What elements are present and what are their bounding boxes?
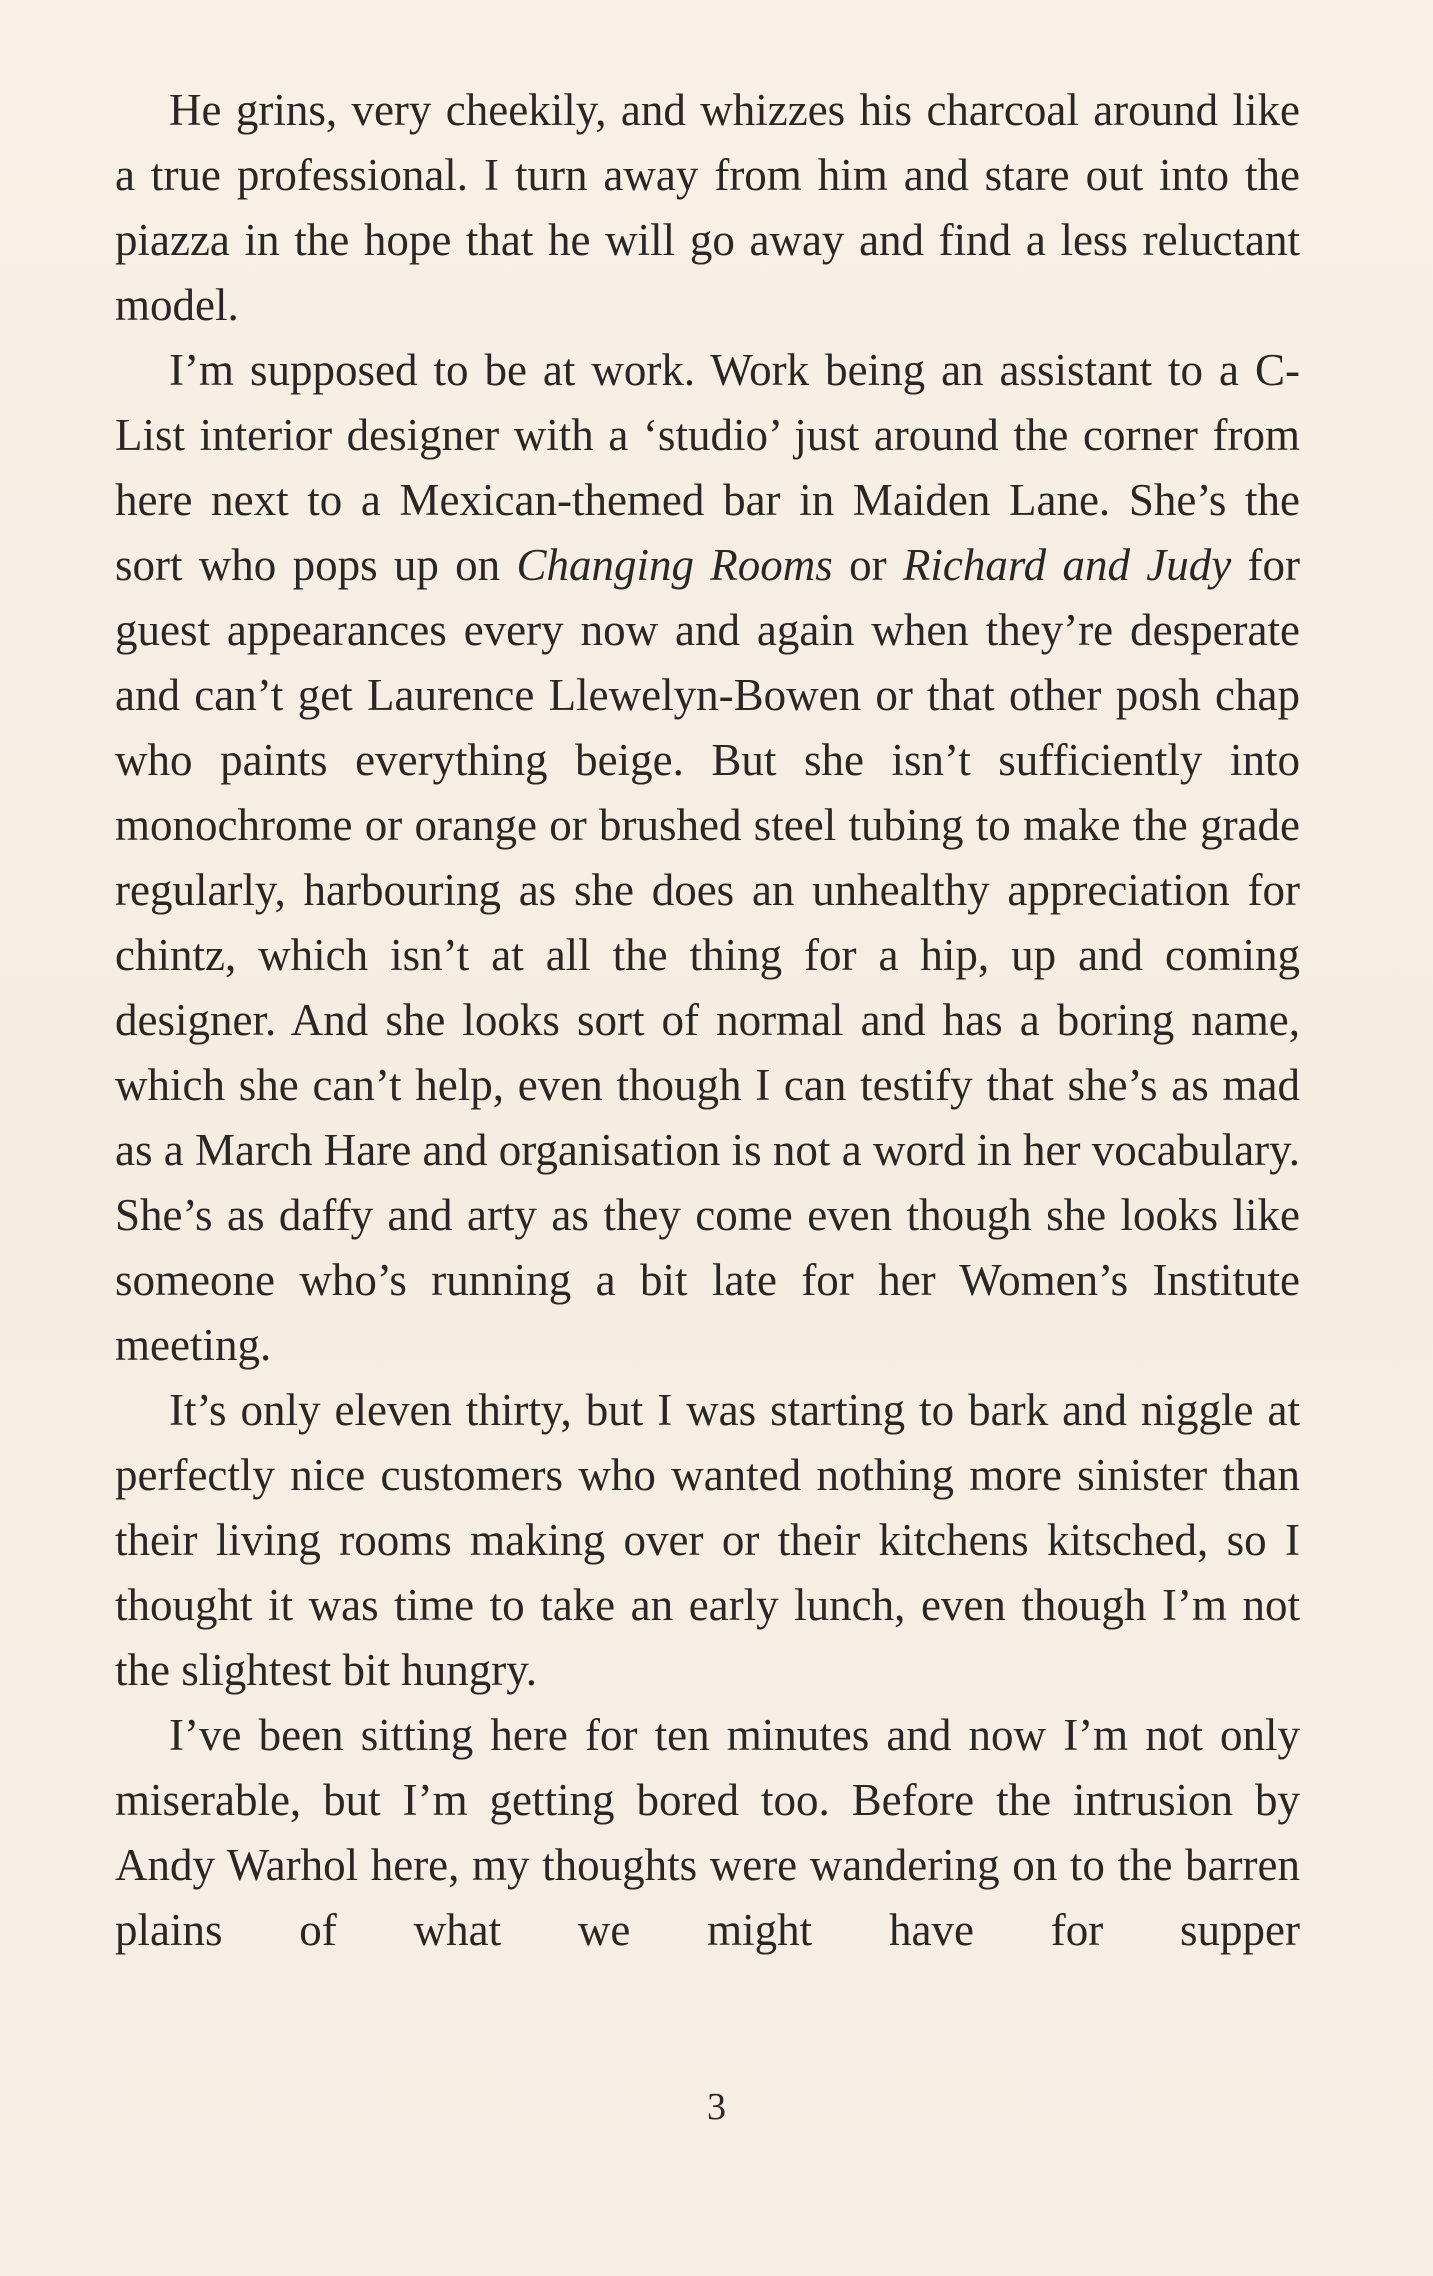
paragraph-2: I’m supposed to be at work. Work being an assistant to a C-List interior designer with a ‘studio’ just around the corner from here next to a Mexican-themed bar in Maiden Lane. She’s the sort who pops up on Changing Rooms or Richard and Judy for guest appearances every now and again when they’re desperate and can’t get Laurence Llewelyn-Bowen or that other posh chap who paints everything beige. But she isn’t sufficiently into monochrome or orange or brushed steel tubing to make the grade regularly, harbouring as she does an unhealthy appreciation for chintz, which isn’t at all the thing for a hip, up and coming designer. And she looks sort of normal and has a boring name, which she can’t help, even though I can testify that she’s as mad as a March Hare and organisation is not a word in her vocabulary. She’s as daffy and arty as they come even though she looks like someone who’s running a bit late for her Women’s Institute meeting. — [115, 345, 1300, 1370]
body-text — [115, 78, 1300, 1963]
paragraph-3: It’s only eleven thirty, but I was starting to bark and niggle at perfectly nice customers who wanted nothing more sinister than their living rooms making over or their kitchens kitsched, so I thought it was time to take an early lunch, even though I’m not the slightest bit hungry. — [115, 1385, 1300, 1695]
show-title-richard-and-judy: Richard and Judy — [902, 540, 1232, 590]
page-number: 3 — [707, 2086, 726, 2128]
paragraph-4: I’ve been sitting here for ten minutes and now I’m not only miserable, but I’m getting bored too. Before the intrusion by Andy Warhol here, my thoughts were wandering on to the barren plains of what we might have for supper — [115, 1710, 1300, 1955]
show-title-changing-rooms: Changing Rooms — [516, 540, 833, 590]
paragraph-1: He grins, very cheekily, and whizzes his charcoal around like a true professional. I turn away from him and stare out into the piazza in the hope that he will go away and find a less reluctant model. — [115, 85, 1300, 330]
